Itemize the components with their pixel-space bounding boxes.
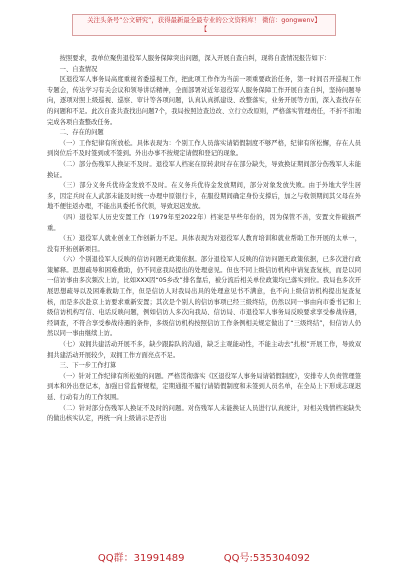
body-paragraph: （七）双拥共建活动开展不多，缺少跟踪队的沟通，缺乏主观能动性，不能主动去“扎根”开展工作，导致双拥共建活动开展较少，双拥工作方面亮点不足。 bbox=[47, 341, 361, 359]
body-paragraph: （二）针对部分伤残军人换证不及时的问题。对伤残军人未能换证人员进行认真统计，对相关残情档案缺失的做出核实认定，再统一向上级请示是否出 bbox=[47, 404, 361, 423]
body-paragraph: （二）部分伤残军人换证不及时。退役军人档案在原转隶时存在部分缺失，导致换证期间部分伤残军人未能换证。 bbox=[47, 160, 361, 179]
body-paragraph: 区退役军人事务局高度重视省委巡视工作，把此项工作作为当前一项重要政治任务，第一时间召开巡视工作专题会，传达学习有关会议和领导讲话精神，全面部署对近年退役军人服务保障工作开展自查自纠，坚持问题导向，逐项对照上级巡视、巡察、审计等各项问题，认真认真抓建设、改整落实，业务开展等方面，深入查找存在的问题和不足。此次自查共查找出问题7个，我局按照边查边改、立行立改原则，严格落实管理责任，不折不扣地完成各项自查整改任务。 bbox=[47, 76, 361, 126]
promo-banner-line1: 关注头条号“公文研究”，获得最新最全最专业的公文资料库！ 微信：gongwenv】 bbox=[87, 16, 321, 24]
section-heading-3: 三、下一步工作打算 bbox=[59, 362, 117, 370]
page-footer bbox=[0, 549, 408, 564]
body-paragraph: （四）退役军人历史安置工作（1979年至2022年）档案是早些年份的，因为保管不善，安置文件破损严重。 bbox=[47, 213, 361, 232]
footer-qq-number: QQ号:535304092 bbox=[223, 553, 311, 564]
document-body bbox=[47, 54, 361, 425]
footer-qq-group: QQ群：31991489 bbox=[97, 553, 185, 564]
body-paragraph: （一）针对工作纪律有所松弛的问题。严格贯彻落实《区退役军人事务局请销假制度》，安排专人负责管理签到本和外出登记本，加强日常监督规程，定期通报不履行请销假制度和未签到人员名单，在全局上下形成志现迟延、行动有力的工作氛围。 bbox=[47, 372, 361, 401]
body-paragraph: （三）部分义务兵优待金发放不及时。在义务兵优待金发放期间，部分对象发放失败。由于外地大学生居多，因定兵时在人武部未能及时统一办理中原银行卡，在服役期间确定身份支撑后，加之与收领期间其父母在外地不便往返办理，不能出具委托书代领，导致迟迟发放。 bbox=[47, 182, 361, 211]
promo-banner bbox=[72, 14, 336, 36]
section-heading-2: 二、存在的问题 bbox=[59, 129, 104, 137]
body-paragraph: （五）退役军人就业创业工作创新力不足。具体表现为对退役军人教育培训和就业帮助工作开展的太单一，没有开拓创新项目。 bbox=[47, 235, 361, 253]
body-paragraph: （一）工作纪律有所放松。具体表现为：个别工作人员落实请销假制度不够严格，纪律有所松懈，存在人员到岗位后不及时签到或不签到。外出办事不按规定请假和登记的现象。 bbox=[47, 139, 361, 158]
intro-paragraph: 按照要求，我单位聚焦退役军人服务保障突出问题，深入开展自查自纠，现将自查情况报告如下： bbox=[59, 55, 331, 62]
section-heading-1: 一、自查情况 bbox=[59, 65, 98, 73]
body-paragraph: （六）个别退役军人反映的信访问题无政策依据。部分退役军人反映的信访问题无政策依据，已多次进行政策解释。思想疏导和困难救助，仍不同意我局提出的处理意见。但也不同上级信访机构申请复查复核，而是以同一信访事由多次频次上访，比如XXX因“05乡改”排名靠后，被分流后相关单位政策均已落实到位。我局也多次开展思想疏导以及困难救助工作，但是信访人对我局出具的处理意见书不满意，也不向上级信访机构提出复查复核，而是多次赴京上访要求重新安置；其次是个别人的信访事项已经三级终结，仍然以同一事由向市委书记和上级信访机构写信、电话反映问题，例如信访人多次向我局、信访局、市退役军人事务局反映要求享受参战待遇，经调查，不符合享受参战待遇的条件，多级信访机构按照信访工作条例相关规定做出了“三级终结”，但信访人仍然以同一事由继续上访。 bbox=[47, 256, 361, 338]
promo-banner-line2: 【 bbox=[200, 25, 208, 33]
